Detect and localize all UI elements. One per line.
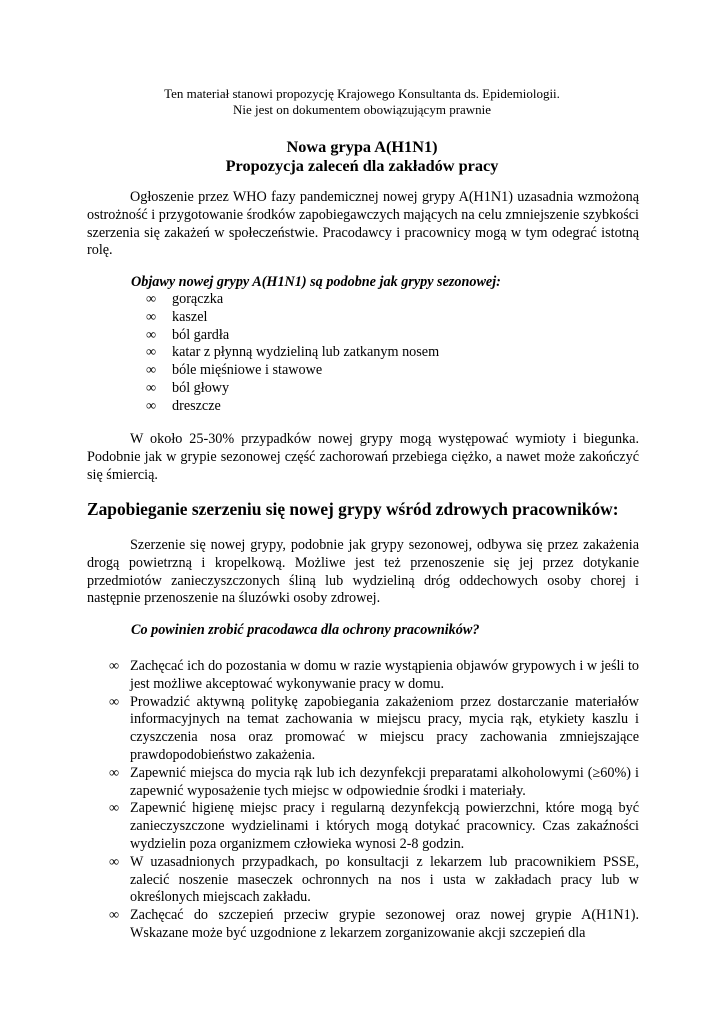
list-item: ∞ Zachęcać ich do pozostania w domu w razie wystąpienia objawów grypowych i w jeśli to jest możliwe akceptować wykonywanie pracy w domu. <box>109 658 639 692</box>
infinity-bullet-icon: ∞ <box>146 326 157 343</box>
list-item: ∞ dreszcze <box>146 397 221 414</box>
prevention-heading: Zapobieganie szerzeniu się nowej grypy wśród zdrowych pracowników: <box>87 499 619 519</box>
document-title <box>0 137 724 175</box>
infinity-bullet-icon: ∞ <box>109 658 120 674</box>
list-item: ∞ bóle mięśniowe i stawowe <box>146 362 323 379</box>
list-item: ∞ katar z płynną wydzieliną lub zatkanym nosem <box>146 344 440 361</box>
disclaimer-line-1: Ten materiał stanowi propozycję Krajowego Konsultanta ds. Epidemiologii. <box>164 86 560 101</box>
infinity-bullet-icon: ∞ <box>109 764 120 781</box>
list-item: ∞ ból gardła <box>146 326 230 343</box>
list-item: ∞ kaszel <box>146 308 208 325</box>
list-item: ∞ Prowadzić aktywną politykę zapobiegania zakażeniom przez dostarczanie materiałów informacyjnych na temat zachowania w miejscu pracy, mycia rąk, etykiety kaszlu i czyszczenia nosa oraz promować w miejscu pracy zachowania zmniejszające prawdopodobieństwo zakażenia. <box>109 693 639 763</box>
infinity-bullet-icon: ∞ <box>109 693 120 710</box>
employer-actions-list <box>109 658 639 943</box>
disclaimer-notice <box>0 86 724 117</box>
list-item: ∞ gorączka <box>146 291 224 307</box>
intro-paragraph: Ogłoszenie przez WHO fazy pandemicznej nowej grypy A(H1N1) uzasadnia wzmożoną ostrożność i przygotowanie środków zapobiegawczych mających na celu zmniejszenie szybkości szerzenia się zakażeń w społeczeństwie. Pracodawcy i pracownicy mogą w tym odegrać istotną rolę. <box>87 189 639 259</box>
list-item: ∞ Zapewnić higienę miejsc pracy i regularną dezynfekcją powierzchni, które mogą być zanieczyszczone wydzielinami i których mogą dotykać pracownicy. Czas zakaźności wydzielin poza organizmem człowieka wynosi 2-8 godzin. <box>109 800 639 852</box>
infinity-bullet-icon: ∞ <box>109 907 120 924</box>
transmission-paragraph: Szerzenie się nowej grypy, podobnie jak grypy sezonowej, odbywa się przez zakażenia drogą powietrzną i kropelkową. Możliwe jest też przenoszenie się jej przez dotykanie przedmiotów zanieczyszczonych śliną lub wydzieliną dróg oddechowych osoby chorej i następnie przenoszenie na śluzówki osoby zdrowej. <box>87 537 639 607</box>
list-item: ∞ W uzasadnionych przypadkach, po konsultacji z lekarzem lub pracownikiem PSSE, zalecić noszenie maseczek ochronnych na nos i usta w zakładach pracy lub w określonych miejscach zakładu. <box>109 853 639 906</box>
infinity-bullet-icon: ∞ <box>109 800 120 817</box>
infinity-bullet-icon: ∞ <box>146 362 157 379</box>
infinity-bullet-icon: ∞ <box>146 344 157 361</box>
infinity-bullet-icon: ∞ <box>146 379 157 396</box>
symptoms-list <box>146 291 439 416</box>
symptoms-heading: Objawy nowej grypy A(H1N1) są podobne jak grypy sezonowej: <box>131 274 501 290</box>
severity-paragraph: W około 25-30% przypadków nowej grypy mogą występować wymioty i biegunka. Podobnie jak w grypie sezonowej część zachorowań przebiega ciężko, a nawet może zakończyć się śmiercią. <box>87 431 639 483</box>
employer-heading: Co powinien zrobić pracodawca dla ochrony pracowników? <box>131 622 480 638</box>
list-item: ∞ Zapewnić miejsca do mycia rąk lub ich dezynfekcji preparatami alkoholowymi (≥60%) i zapewnić wyposażenie tych miejsc w odpowiednie środki i materiały. <box>109 764 639 799</box>
disclaimer-line-2: Nie jest on dokumentem obowiązującym prawnie <box>232 101 492 117</box>
infinity-bullet-icon: ∞ <box>146 291 157 307</box>
list-item: ∞ Zachęcać do szczepień przeciw grypie sezonowej oraz nowej grypie A(H1N1). Wskazane może być uzgodnione z lekarzem zorganizowanie akcji szczepień dla <box>109 907 639 941</box>
title-line-1: Nowa grypa A(H1N1) <box>286 137 438 156</box>
infinity-bullet-icon: ∞ <box>146 397 157 414</box>
infinity-bullet-icon: ∞ <box>146 308 157 325</box>
infinity-bullet-icon: ∞ <box>109 853 120 870</box>
title-line-2: Propozycja zaleceń dla zakładów pracy <box>225 156 499 175</box>
list-item: ∞ ból głowy <box>146 379 230 396</box>
